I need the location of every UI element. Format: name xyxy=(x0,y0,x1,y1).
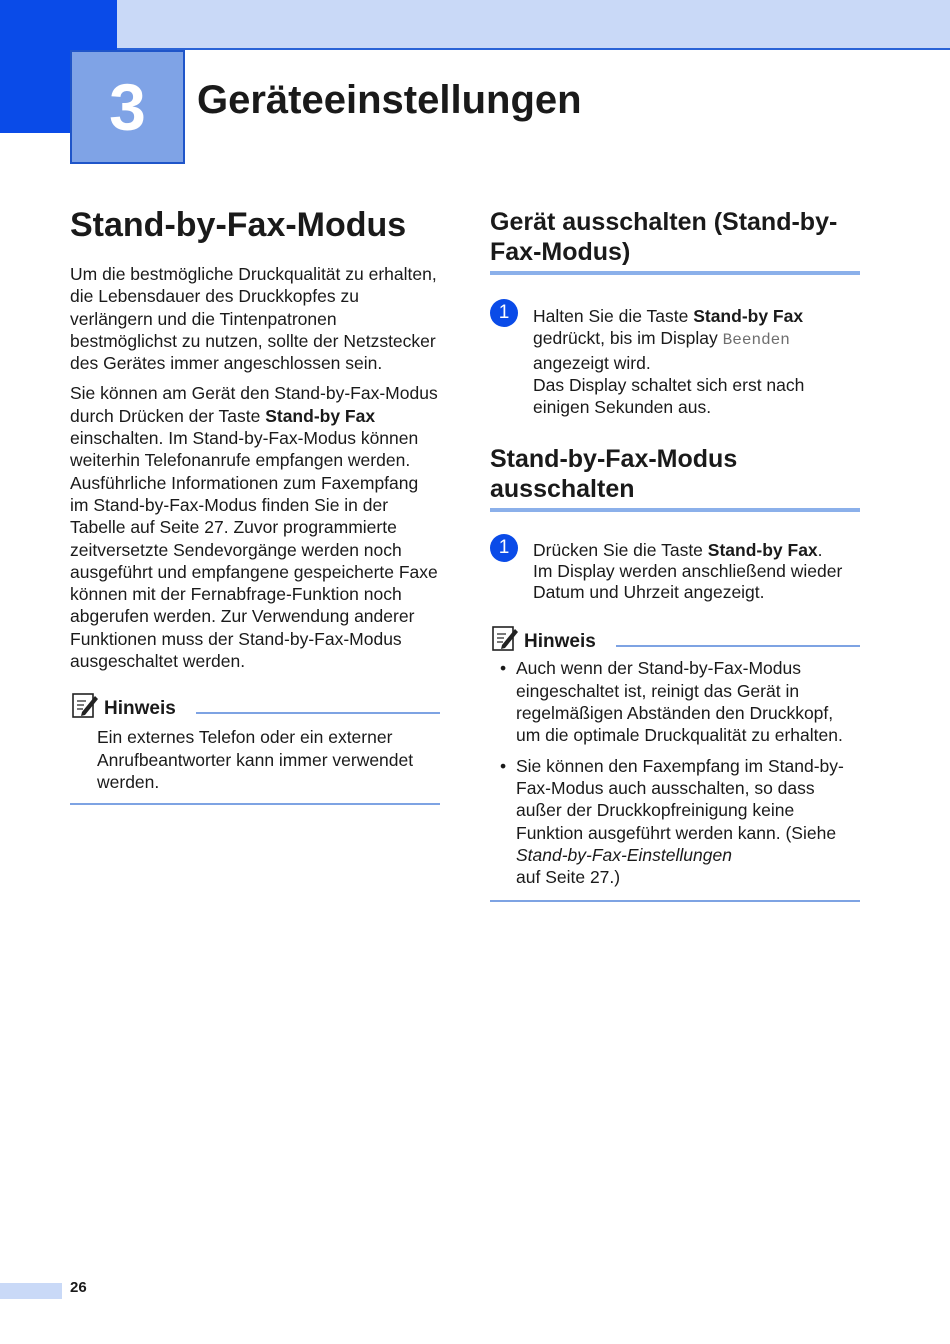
paragraph-text: einschalten. Im Stand-by-Fax-Modus können weiterhin Telefonanrufe empfangen werden. Ausführliche Informationen zum Faxempfang im Stand-by-Fax-Modus finden Sie in der Tabelle auf Seite 27. Zuvor programmierte zeitversetzte Sendevorgänge werden noch ausgeführt und empfangene gespeicherte Faxe können mit der Fernabfrage-Funktion noch abgerufen werden. Zur Verwendung anderer Funktionen muss der Stand-by-Fax-Modus ausgeschaltet werden. xyxy=(70,428,438,672)
chapter-number-box xyxy=(70,50,185,164)
step-text-part: . xyxy=(817,540,823,561)
step-text-part: Halten Sie die Taste xyxy=(533,306,694,326)
paragraph-text: Sie können am Gerät den Stand-by-Fax-Modus durch Drücken der Taste xyxy=(70,383,438,426)
section-heading-power-off: Gerät ausschalten (Stand-by-Fax-Modus) xyxy=(490,207,860,275)
step-body xyxy=(533,305,860,418)
note-box xyxy=(490,621,860,902)
step-body xyxy=(533,540,860,603)
paragraph-intro: Um die bestmögliche Druckqualität zu erhalten, die Lebensdauer des Druckkopfes zu verlängern und die Tintenpatronen bestmöglichst zu nutzen, sollte der Netzstecker des Gerätes immer angeschlossen sein. xyxy=(70,264,437,374)
note-header xyxy=(70,688,440,720)
bullet-text: auf Seite 27.) xyxy=(516,867,621,888)
header-rule xyxy=(117,48,950,50)
left-column xyxy=(70,205,440,805)
note-bottom-rule xyxy=(490,900,860,902)
step-standby-off xyxy=(490,537,860,603)
note-bullet-list xyxy=(490,657,860,888)
note-rule xyxy=(196,712,440,714)
paragraph-standby xyxy=(70,382,440,672)
step-text xyxy=(533,305,860,374)
step-text-part: angezeigt wird. xyxy=(533,352,651,373)
note-bullet xyxy=(490,755,860,889)
step-text-line2: Im Display werden anschließend wieder Datum und Uhrzeit angezeigt. xyxy=(533,561,843,603)
key-name: Stand-by Fax xyxy=(707,540,818,561)
right-column xyxy=(490,207,860,902)
key-name: Stand-by Fax xyxy=(693,306,804,326)
note-header xyxy=(490,621,860,653)
note-pencil-icon xyxy=(490,623,520,653)
page-number: 26 xyxy=(70,1279,87,1296)
chapter-title: Geräteeinstellungen xyxy=(197,78,582,122)
step-text xyxy=(533,540,860,561)
note-label: Hinweis xyxy=(524,631,596,653)
step-text-part: Drücken Sie die Taste xyxy=(533,540,708,561)
step-number-badge: 1 xyxy=(490,299,518,327)
note-bottom-rule xyxy=(70,803,440,805)
note-pencil-icon xyxy=(70,690,100,720)
note-label: Hinweis xyxy=(104,698,176,720)
step-power-off xyxy=(490,302,860,418)
header-band xyxy=(117,0,950,49)
lcd-message: Beenden xyxy=(722,331,790,350)
step-text-line2: Das Display schaltet sich erst nach einigen Sekunden aus. xyxy=(533,374,805,418)
note-box xyxy=(70,688,440,805)
section-heading-standby: Stand-by-Fax-Modus xyxy=(70,206,407,244)
note-bullet: • Auch wenn der Stand-by-Fax-Modus eingeschaltet ist, reinigt das Gerät in regelmäßigen Abständen den Druckkopf, um die optimale Druckqualität zu erhalten. xyxy=(490,657,860,746)
cross-reference: Stand-by-Fax-Einstellungen xyxy=(516,844,732,865)
key-name: Stand-by Fax xyxy=(265,405,376,426)
note-rule xyxy=(616,645,860,647)
step-number-badge: 1 xyxy=(490,534,518,562)
step-text-part: gedrückt, bis im Display xyxy=(533,328,723,349)
chapter-number: 3 xyxy=(109,70,146,144)
bullet-text: Sie können den Faxempfang im Stand-by-Fax-Modus auch ausschalten, so dass außer der Druckkopfreinigung keine Funktion ausgeführt werden kann. (Siehe xyxy=(516,755,844,843)
note-text: Ein externes Telefon oder ein externer Anrufbeantworter kann immer verwendet werden. xyxy=(97,727,414,792)
page-tab xyxy=(0,1283,62,1299)
section-heading-standby-off: Stand-by-Fax-Modus ausschalten xyxy=(490,444,860,512)
